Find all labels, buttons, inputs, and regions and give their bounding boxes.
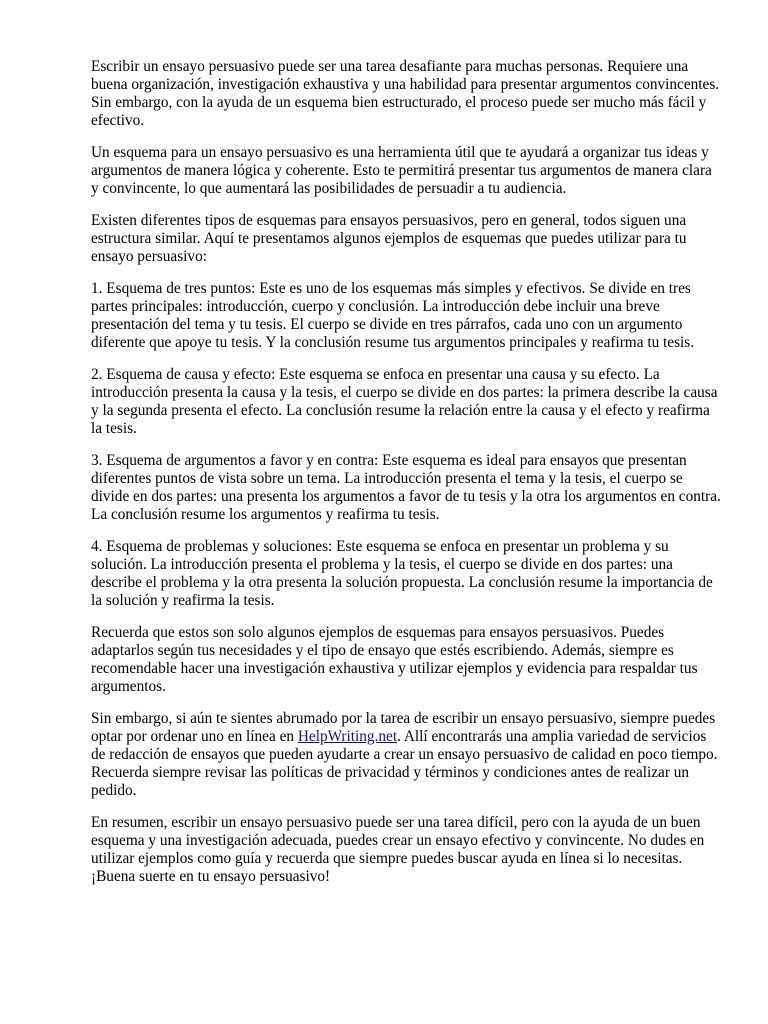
paragraph-esquema-favor-contra: 3. Esquema de argumentos a favor y en contra: Este esquema es ideal para ensayos que presentan diferentes puntos de vista sobre un tema. La introducción presenta el tema y la tesis, el cuerpo se divide en dos partes: una presenta los argumentos a favor de tu tesis y la otra los argumentos en contra. La conclusión resume los argumentos y reafirma tu tesis. <box>91 452 721 523</box>
paragraph-helpwriting-after: . Allí encontrarás una amplia variedad de servicios de redacción de ensayos que pueden ayudarte a crear un ensayo persuasivo de calidad en poco tiempo. Recuerda siempre revisar las políticas de privacidad y términos y condiciones antes de realizar un pedido. <box>91 728 718 799</box>
paragraph-esquema-herramienta: Un esquema para un ensayo persuasivo es una herramienta útil que te ayudará a organizar tus ideas y argumentos de manera lógica y coherente. Esto te permitirá presentar tus argumentos de manera clara y convincente, lo que aumentará las posibilidades de persuadir a tu audiencia. <box>91 144 712 197</box>
paragraph-esquema-causa-efecto: 2. Esquema de causa y efecto: Este esquema se enfoca en presentar una causa y su efecto. La introducción presenta la causa y la tesis, el cuerpo se divide en dos partes: la primera describe la causa y la segunda presenta el efecto. La conclusión resume la relación entre la causa y el efecto y reafirma la tesis. <box>91 366 718 437</box>
helpwriting-link[interactable]: HelpWriting.net <box>297 728 398 745</box>
document-body <box>91 58 723 900</box>
paragraph-helpwriting-before: Sin embargo, si aún te sientes abrumado por la tarea de escribir un ensayo persuasivo, siempre puedes optar por ordenar uno en línea en <box>91 710 716 745</box>
paragraph-esquema-problemas-soluciones: 4. Esquema de problemas y soluciones: Este esquema se enfoca en presentar un problema y su solución. La introducción presenta el problema y la tesis, el cuerpo se divide en dos partes: una describe el problema y la otra presenta la solución propuesta. La conclusión resume la importancia de la solución y reafirma la tesis. <box>91 538 713 609</box>
paragraph-closing: En resumen, escribir un ensayo persuasivo puede ser una tarea difícil, pero con la ayuda de un buen esquema y una investigación adecuada, puedes crear un ensayo efectivo y convincente. No dudes en utilizar ejemplos como guía y recuerda que siempre puedes buscar ayuda en línea si lo necesitas. ¡Buena suerte en tu ensayo persuasivo! <box>91 814 705 885</box>
paragraph-recuerda: Recuerda que estos son solo algunos ejemplos de esquemas para ensayos persuasivos. Puedes adaptarlos según tus necesidades y el tipo de ensayo que estés escribiendo. Además, siempre es recomendable hacer una investigación exhaustiva y utilizar ejemplos y evidencia para respaldar tus argumentos. <box>91 624 698 695</box>
paragraph-helpwriting <box>91 710 723 800</box>
paragraph-intro: Escribir un ensayo persuasivo puede ser una tarea desafiante para muchas personas. Requiere una buena organización, investigación exhaustiva y una habilidad para presentar argumentos convincentes. Sin embargo, con la ayuda de un esquema bien estructurado, el proceso puede ser mucho más fácil y efectivo. <box>91 58 720 129</box>
paragraph-tipos-esquemas: Existen diferentes tipos de esquemas para ensayos persuasivos, pero en general, todos siguen una estructura similar. Aquí te presentamos algunos ejemplos de esquemas que puedes utilizar para tu ensayo persuasivo: <box>91 212 687 265</box>
paragraph-esquema-tres-puntos: 1. Esquema de tres puntos: Este es uno de los esquemas más simples y efectivos. Se divide en tres partes principales: introducción, cuerpo y conclusión. La introducción debe incluir una breve presentación del tema y tu tesis. El cuerpo se divide en tres párrafos, cada uno con un argumento diferente que apoye tu tesis. Y la conclusión resume tus argumentos principales y reafirma tu tesis. <box>91 280 695 351</box>
